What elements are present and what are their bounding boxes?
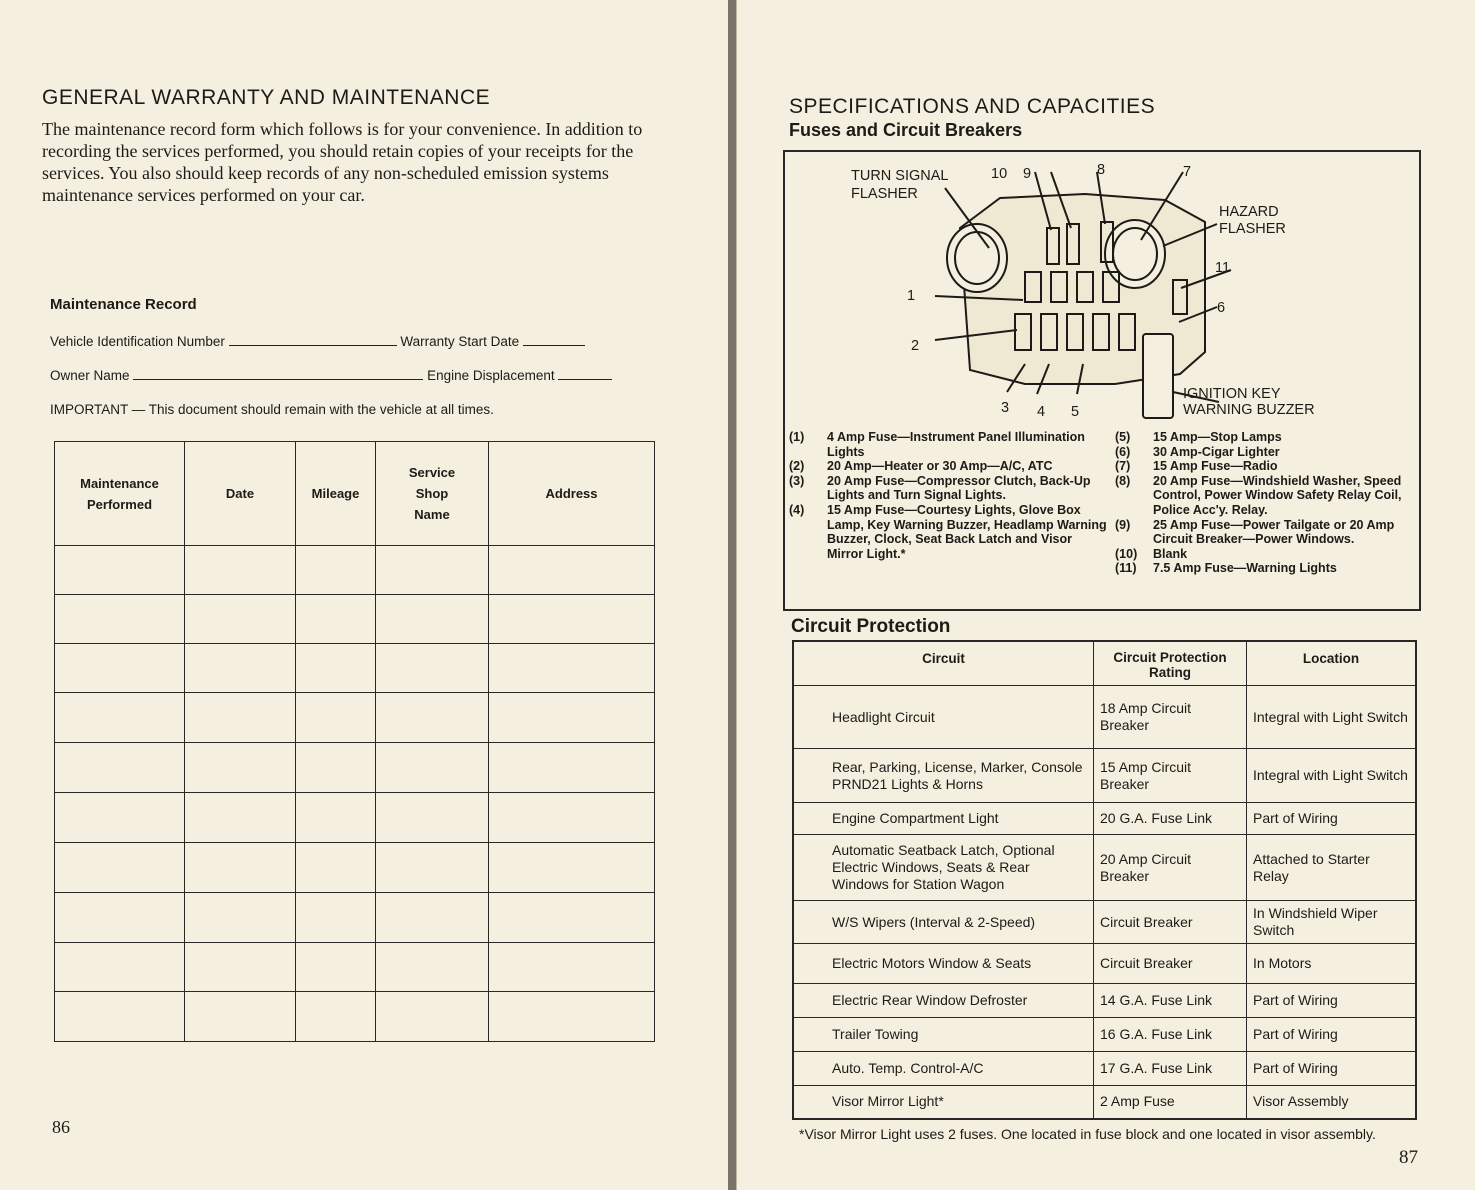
table-row: Automatic Seatback Latch, Optional Electric Windows, Seats & Rear Windows for Station Wagon 20 Amp Circuit Breaker Attached to Starter Relay	[793, 835, 1416, 901]
table-row: Engine Compartment Light 20 G.A. Fuse Link Part of Wiring	[793, 803, 1416, 835]
list-item: (3) 20 Amp Fuse—Compressor Clutch, Back-Up Lights and Turn Signal Lights.	[789, 473, 1091, 503]
list-item: (9) 25 Amp Fuse—Power Tailgate or 20 Amp Circuit Breaker—Power Windows.	[1115, 517, 1395, 547]
col-maintenance-performed: Maintenance Performed	[55, 442, 185, 546]
vin-line	[50, 334, 585, 349]
table-row: Electric Rear Window Defroster 14 G.A. Fuse Link Part of Wiring	[793, 984, 1416, 1018]
warranty-start-label: Warranty Start Date	[400, 334, 520, 349]
maintenance-record-heading: Maintenance Record	[50, 296, 197, 313]
intro-paragraph: The maintenance record form which follows is for your convenience. In addition to recording the services performed, you should retain copies of your receipts for the services. You also should keep records of any non-scheduled emission systems maintenance services performed on your car.	[42, 119, 643, 205]
warning-buzzer-shape	[1143, 334, 1173, 418]
table-row	[55, 943, 655, 992]
label-1: 1	[907, 288, 916, 304]
table-row	[55, 693, 655, 743]
table-row	[55, 992, 655, 1042]
list-item: (11) 7.5 Amp Fuse—Warning Lights	[1115, 561, 1337, 576]
left-page	[0, 0, 729, 1190]
list-item: (5) 15 Amp—Stop Lamps	[1115, 430, 1282, 444]
vin-blank[interactable]	[229, 344, 397, 346]
label-11: 11	[1215, 260, 1231, 276]
turn-signal-flasher-label: FLASHER	[851, 186, 918, 202]
table-row	[55, 546, 655, 595]
label-6: 6	[1217, 300, 1226, 316]
list-item: (2) 20 Amp—Heater or 30 Amp—A/C, ATC	[789, 459, 1053, 474]
fuse-block-diagram	[785, 152, 1419, 428]
table-row: Rear, Parking, License, Marker, Console PRND21 Lights & Horns 15 Amp Circuit Breaker Integral with Light Switch	[793, 749, 1416, 803]
list-item: (4) 15 Amp Fuse—Courtesy Lights, Glove Box Lamp, Key Warning Buzzer, Headlamp Warning Buzzer, Clock, Seat Back Latch and Visor Mirror Light.*	[789, 502, 1107, 561]
label-5: 5	[1071, 404, 1080, 420]
label-2: 2	[911, 338, 920, 354]
col-address: Address	[489, 442, 655, 546]
displacement-blank[interactable]	[558, 378, 612, 380]
warranty-start-blank[interactable]	[523, 344, 585, 346]
table-row: Trailer Towing 16 G.A. Fuse Link Part of Wiring	[793, 1018, 1416, 1052]
label-9: 9	[1023, 166, 1032, 182]
circuit-protection-table	[792, 640, 1417, 1120]
turn-signal-label: TURN SIGNAL	[851, 168, 949, 184]
hazard-label: HAZARD	[1219, 204, 1279, 220]
circuit-protection-heading: Circuit Protection	[791, 616, 951, 637]
page-number-right: 87	[1399, 1147, 1418, 1168]
table-row	[55, 793, 655, 843]
label-3: 3	[1001, 400, 1010, 416]
right-page	[736, 0, 1475, 1190]
col-circuit: Circuit	[793, 641, 1094, 686]
table-header-row	[793, 641, 1416, 686]
page-title: GENERAL WARRANTY AND MAINTENANCE	[42, 86, 491, 109]
book-gutter	[728, 0, 736, 1190]
vin-label: Vehicle Identification Number	[50, 334, 225, 349]
owner-blank[interactable]	[133, 378, 423, 380]
fuse-list-left	[785, 430, 1107, 561]
owner-label: Owner Name	[50, 368, 130, 383]
fuse-list-right	[1111, 430, 1413, 576]
table-row	[55, 743, 655, 793]
label-8: 8	[1097, 162, 1106, 178]
table-row: Visor Mirror Light* 2 Amp Fuse Visor Assembly	[793, 1086, 1416, 1119]
hazard-flasher-label: FLASHER	[1219, 221, 1286, 237]
fuses-subtitle: Fuses and Circuit Breakers	[789, 120, 1023, 140]
warning-buzzer-label: WARNING BUZZER	[1183, 402, 1315, 418]
label-4: 4	[1037, 404, 1046, 420]
list-item: (10) Blank	[1115, 546, 1188, 561]
table-row: Headlight Circuit 18 Amp Circuit Breaker Integral with Light Switch	[793, 686, 1416, 749]
table-row: Auto. Temp. Control-A/C 17 G.A. Fuse Link Part of Wiring	[793, 1052, 1416, 1086]
important-note: IMPORTANT — This document should remain with the vehicle at all times.	[50, 402, 494, 417]
footnote: *Visor Mirror Light uses 2 fuses. One located in fuse block and one located in visor assembly.	[799, 1126, 1376, 1142]
col-mileage: Mileage	[296, 442, 376, 546]
table-row	[55, 595, 655, 644]
col-service-shop-name: Service Shop Name	[376, 442, 489, 546]
col-rating: Circuit Protection Rating	[1094, 641, 1247, 686]
specs-title: SPECIFICATIONS AND CAPACITIES	[789, 95, 1156, 118]
page-number-left: 86	[52, 1117, 70, 1137]
list-item: (6) 30 Amp-Cigar Lighter	[1115, 444, 1280, 459]
table-row: W/S Wipers (Interval & 2-Speed) Circuit Breaker In Windshield Wiper Switch	[793, 901, 1416, 944]
displacement-label: Engine Displacement	[427, 368, 555, 383]
list-item: (1) 4 Amp Fuse—Instrument Panel Illumination Lights	[789, 430, 1085, 459]
table-row	[55, 843, 655, 893]
table-row: Electric Motors Window & Seats Circuit Breaker In Motors	[793, 944, 1416, 984]
col-location: Location	[1247, 641, 1417, 686]
ignition-key-label: IGNITION KEY	[1183, 386, 1281, 402]
maintenance-table	[54, 441, 655, 1042]
col-date: Date	[185, 442, 296, 546]
label-10: 10	[991, 166, 1008, 182]
fuse-block-panel	[783, 150, 1421, 611]
table-row	[55, 893, 655, 943]
list-item: (7) 15 Amp Fuse—Radio	[1115, 459, 1278, 474]
owner-line	[50, 368, 612, 383]
list-item: (8) 20 Amp Fuse—Windshield Washer, Speed Control, Power Window Safety Relay Coil, Police Acc'y. Relay.	[1115, 473, 1402, 517]
label-7: 7	[1183, 164, 1192, 180]
table-row	[55, 644, 655, 693]
